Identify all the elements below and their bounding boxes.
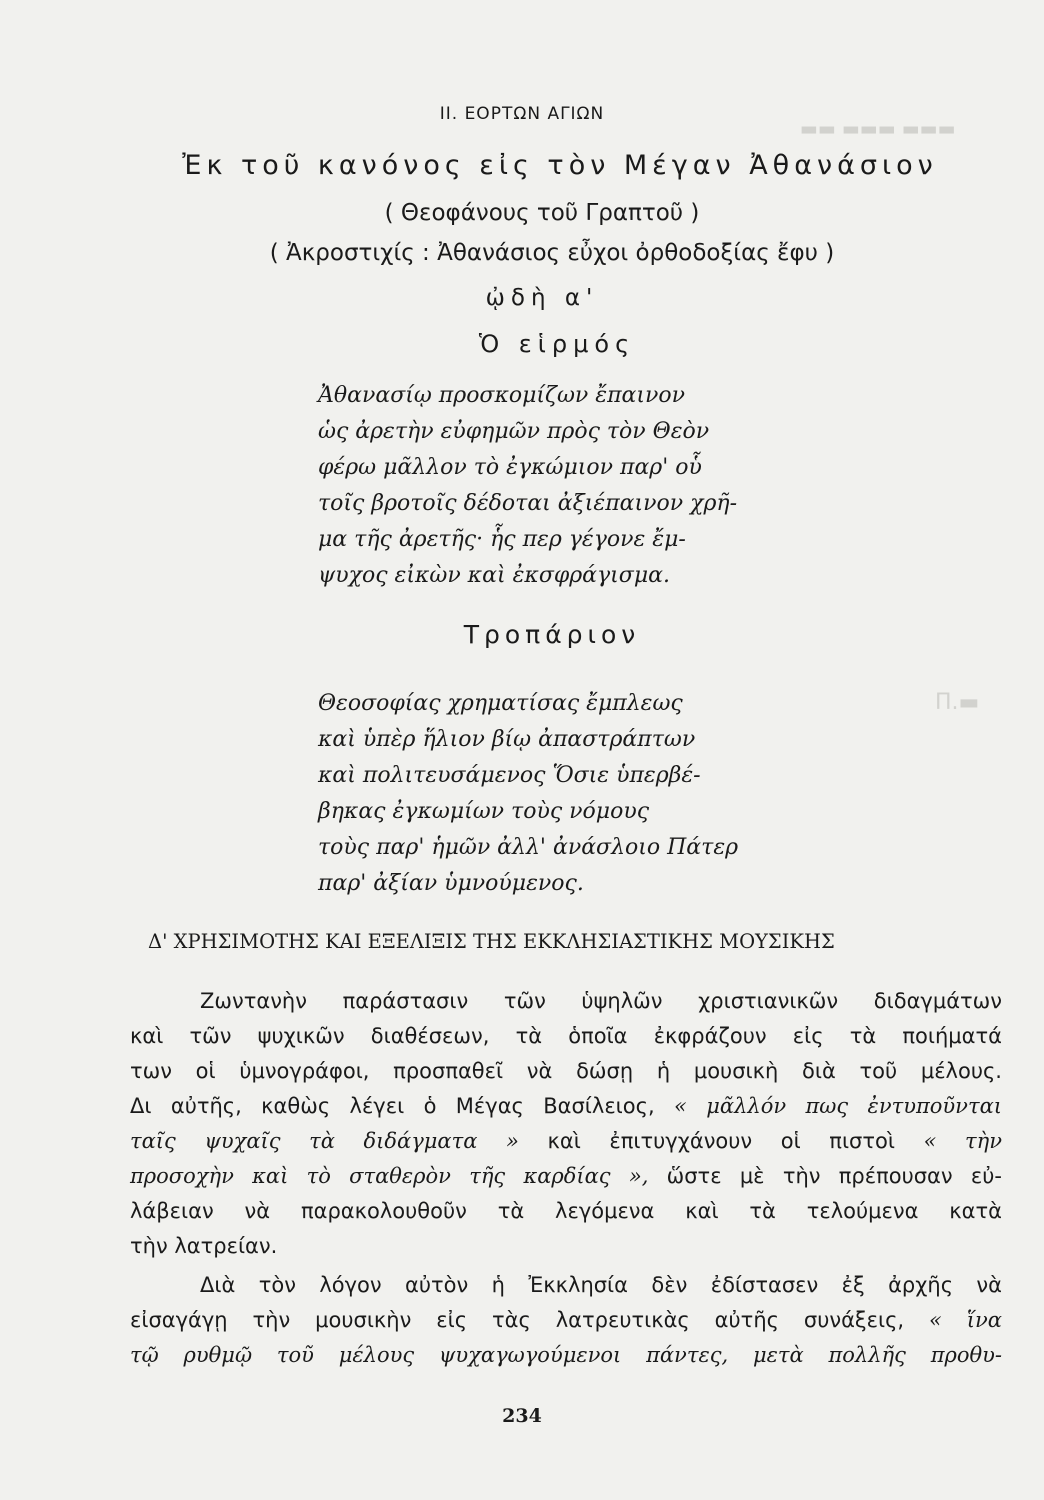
text-line: λάβειαν νὰ παρακολουθοῦν τὰ λεγόμενα καὶ τὰ τελούμενα κατὰ: [130, 1199, 1002, 1223]
verse-line: καὶ ὑπὲρ ἥλιον βίῳ ἀπαστράπτων: [318, 727, 696, 752]
verse-line: Θεοσοφίας χρηματίσας ἔμπλεως: [318, 691, 683, 716]
acrostic-line: ( Ἀκροστιχίς : Ἀθανάσιος εὖχοι ὀρθοδοξίας ἔφυ ): [269, 240, 835, 266]
verse-line: ψυχος εἰκὼν καὶ ἐκσφράγισμα.: [318, 563, 670, 588]
verse-line: τοὺς παρ' ἡμῶν ἀλλ' ἀνάσλοιο Πάτερ: [318, 835, 739, 860]
troparion-text: [318, 686, 738, 902]
text-line: [130, 1089, 1002, 1124]
verse-line: φέρω μᾶλλον τὸ ἐγκώμιον παρ' οὗ: [318, 455, 702, 480]
quotation: ταῖς ψυχαῖς τὰ διδάγματα »: [130, 1129, 519, 1153]
verse-line: παρ' ἀξίαν ὑμνούμενος.: [318, 871, 584, 896]
bleed-through-shadow: Π.▬: [935, 690, 980, 715]
text-line: [130, 1159, 1002, 1194]
body-paragraph: [130, 1268, 1002, 1373]
verse-line: καὶ πολιτευσάμενος Ὅσιε ὑπερβέ-: [318, 763, 701, 788]
author-subtitle: ( Θεοφάνους τοῦ Γραπτοῦ ): [384, 200, 700, 226]
text-run: ὥστε μὲ τὴν πρέπουσαν εὐ-: [666, 1164, 1002, 1188]
verse-line: βηκας ἐγκωμίων τοὺς νόμους: [318, 799, 650, 824]
verse-line: τοῖς βροτοῖς δέδοται ἀξιέπαινον χρῆ-: [318, 491, 738, 516]
text-line: [130, 1303, 1002, 1338]
verse-line: Ἀθανασίῳ προσκομίζων ἔπαινον: [318, 383, 686, 408]
text-run: εἰσαγάγῃ τὴν μουσικὴν εἰς τὰς λατρευτικὰς αὐτῆς συνάξεις,: [130, 1308, 905, 1332]
text-line: Διὰ τὸν λόγον αὐτὸν ἡ Ἐκκλησία δὲν ἐδίστασεν ἐξ ἀρχῆς νὰ: [200, 1273, 1002, 1297]
text-line: Ζωντανὴν παράστασιν τῶν ὑψηλῶν χριστιανικῶν διδαγμάτων: [200, 989, 1002, 1013]
page-number: 234: [502, 1405, 542, 1427]
verse-line: μα τῆς ἀρετῆς· ἧς περ γέγονε ἔμ-: [318, 527, 686, 552]
verse-line: ὡς ἀρετὴν εὐφημῶν πρὸς τὸν Θεὸν: [318, 419, 710, 444]
canon-title: Ἐκ τοῦ κανόνος εἰς τὸν Μέγαν Ἀθανάσιον: [182, 150, 938, 181]
ode-label: ᾠδὴ α': [485, 285, 599, 311]
text-line: τὴν λατρείαν.: [130, 1234, 278, 1258]
text-line: των οἱ ὑμνογράφοι, προσπαθεῖ νὰ δώσῃ ἡ μουσικὴ διὰ τοῦ μέλους.: [130, 1059, 1002, 1083]
section-heading: Δ' ΧΡΗΣΙΜΟΤΗΣ ΚΑΙ ΕΞΕΛΙΞΙΣ ΤΗΣ ΕΚΚΛΗΣΙΑΣΤΙΚΗΣ ΜΟΥΣΙΚΗΣ: [148, 930, 835, 953]
text-run: Δι αὐτῆς, καθὼς λέγει ὁ Μέγας Βασίλειος,: [130, 1094, 655, 1118]
troparion-heading: Τροπάριον: [463, 620, 641, 649]
quotation: « τὴν: [923, 1129, 1002, 1153]
running-header: II. ΕΟΡΤΩΝ ΑΓΙΩΝ: [439, 104, 605, 124]
irmos-text: [318, 378, 737, 594]
quotation: « μᾶλλόν πως ἐντυποῦνται: [674, 1094, 1002, 1118]
text-line: [130, 1124, 1002, 1159]
body-paragraph: [130, 984, 1002, 1264]
text-line: καὶ τῶν ψυχικῶν διαθέσεων, τὰ ὁποῖα ἐκφράζουν εἰς τὰ ποιήματά: [130, 1024, 1002, 1048]
bleed-through-shadow: ▬▬ ▬▬▬ ▬▬▬: [800, 118, 956, 140]
irmos-heading: Ὁ εἱρμός: [478, 330, 636, 358]
text-line: τῷ ρυθμῷ τοῦ μέλους ψυχαγωγούμενοι πάντες, μετὰ πολλῆς προθυ-: [130, 1343, 1002, 1367]
quotation: « ἵνα: [929, 1308, 1002, 1332]
quotation: προσοχὴν καὶ τὸ σταθερὸν τῆς καρδίας »,: [130, 1164, 649, 1188]
text-run: καὶ ἐπιτυγχάνουν οἱ πιστοὶ: [547, 1129, 895, 1153]
